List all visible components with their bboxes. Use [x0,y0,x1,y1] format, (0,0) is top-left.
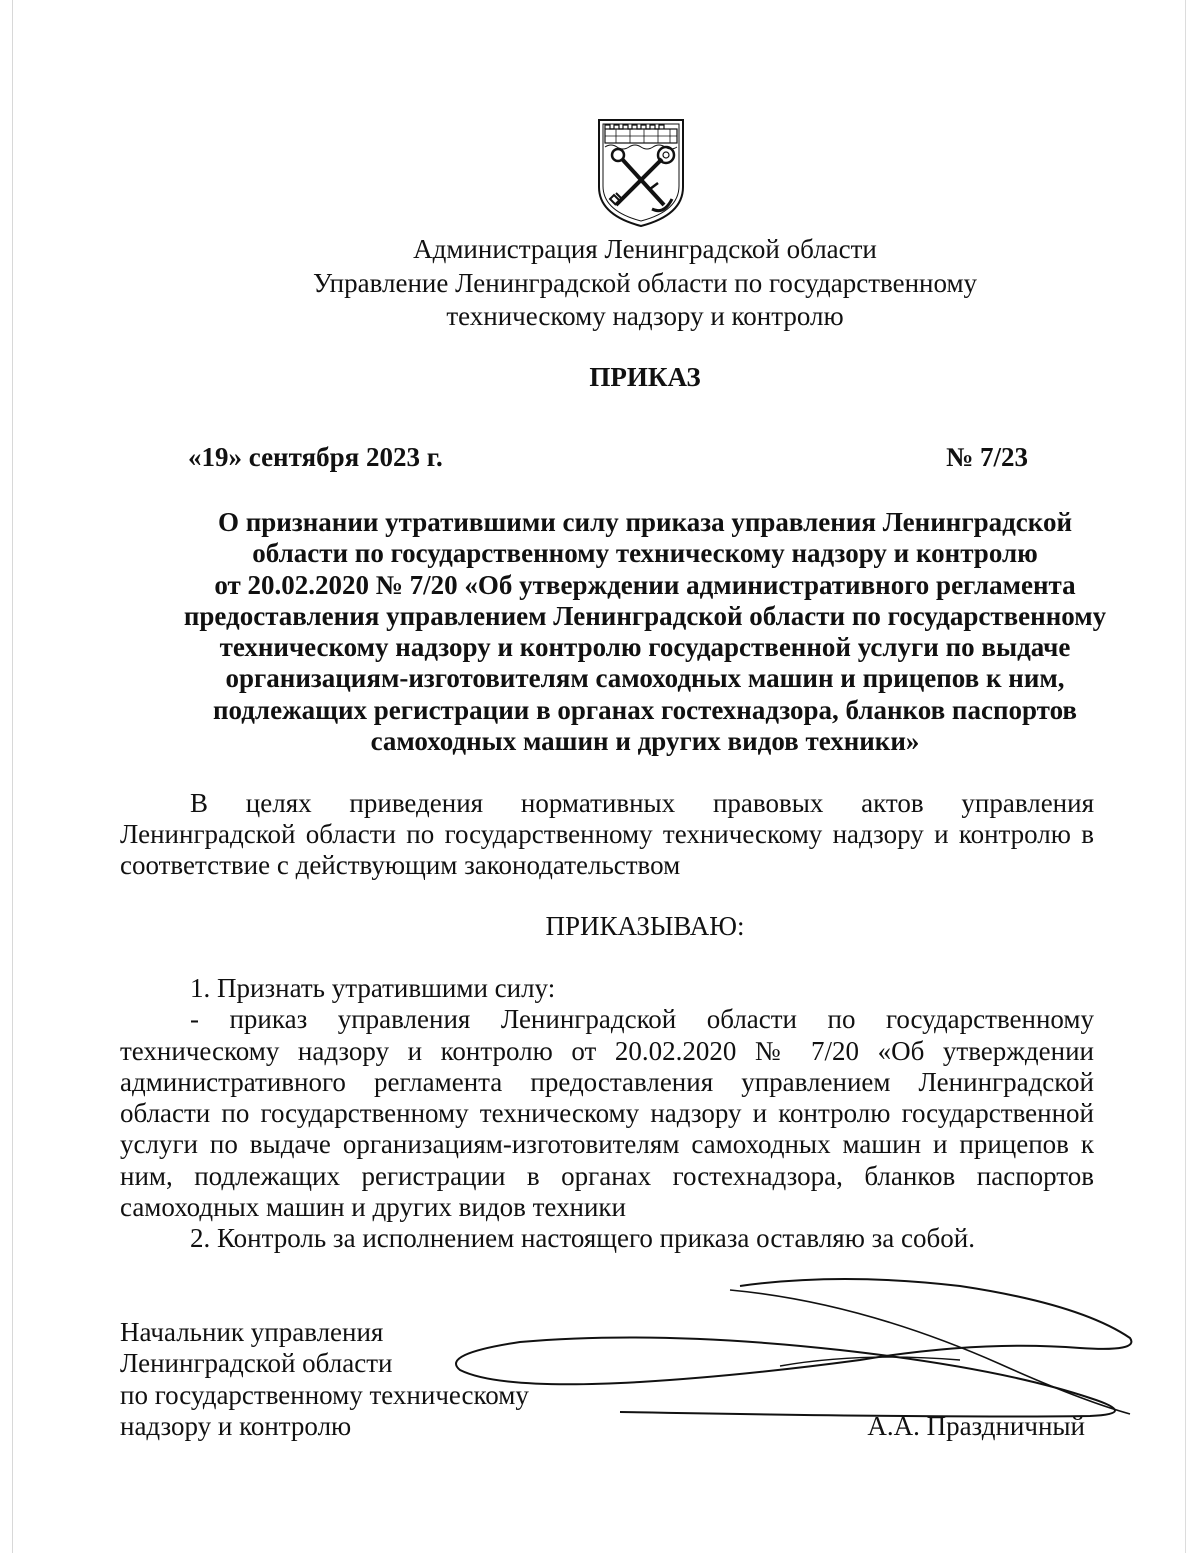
title-line: области по государственному техническому надзору и контролю [252,538,1038,568]
order-date: «19» сентября 2023 г. [188,442,443,472]
item-1-line: области по государственному техническому надзору и контролю государственной [120,1098,1094,1128]
item-1-line: - приказ управления Ленинградской области по государственному [190,1004,1094,1034]
org-line-2: Управление Ленинградской области по государственному [312,268,978,298]
preamble-line: соответствие с действующим законодательством [120,850,681,880]
org-line-3: техническому надзору и контролю [446,301,844,331]
title-line: техническому надзору и контролю государственной услуги по выдаче [219,632,1071,662]
item-1-line: самоходных машин и других видов техники [120,1192,626,1222]
item-1-heading: 1. Признать утратившими силу: [190,973,556,1003]
preamble-line: В целях приведения нормативных правовых актов управления [190,788,1094,818]
title-line: предоставления управлением Ленинградской области по государственному [183,601,1107,631]
doc-type: ПРИКАЗ [589,362,701,392]
order-number: № 7/23 [946,442,1028,472]
leningrad-oblast-emblem-icon [596,117,686,229]
title-line: от 20.02.2020 № 7/20 «Об утверждении административного регламента [214,570,1076,600]
title-line: О признании утратившими силу приказа управления Ленинградской [217,507,1073,537]
title-line: самоходных машин и других видов техники» [370,726,920,756]
title-line: подлежащих регистрации в органах гостехнадзора, бланков паспортов [213,695,1077,725]
signatory-position-line: Начальник управления [120,1317,384,1347]
handwritten-signature [440,1272,1140,1452]
preamble-line: Ленинградской области по государственному техническому надзору и контролю в [120,819,1094,849]
signatory-name: А.А. Праздничный [867,1411,1085,1441]
item-1-line: услуги по выдаче организациям-изготовителям самоходных машин и прицепов к [120,1129,1094,1159]
order-word: ПРИКАЗЫВАЮ: [545,911,745,941]
item-1-line: административного регламента предоставления управлением Ленинградской [120,1067,1094,1097]
item-2: 2. Контроль за исполнением настоящего приказа оставляю за собой. [190,1223,975,1253]
item-1-line: техническому надзору и контролю от 20.02.2020 № 7/20 «Об утверждении [120,1036,1094,1066]
signatory-position-line: Ленинградской области [120,1348,393,1378]
signatory-position-line: надзору и контролю [120,1411,352,1441]
org-line-1: Администрация Ленинградской области [413,234,877,264]
title-line: организациям-изготовителям самоходных машин и прицепов к ним, [225,663,1065,693]
signatory-position-line: по государственному техническому [120,1380,529,1410]
item-1-line: ним, подлежащих регистрации в органах гостехнадзора, бланков паспортов [120,1161,1094,1191]
